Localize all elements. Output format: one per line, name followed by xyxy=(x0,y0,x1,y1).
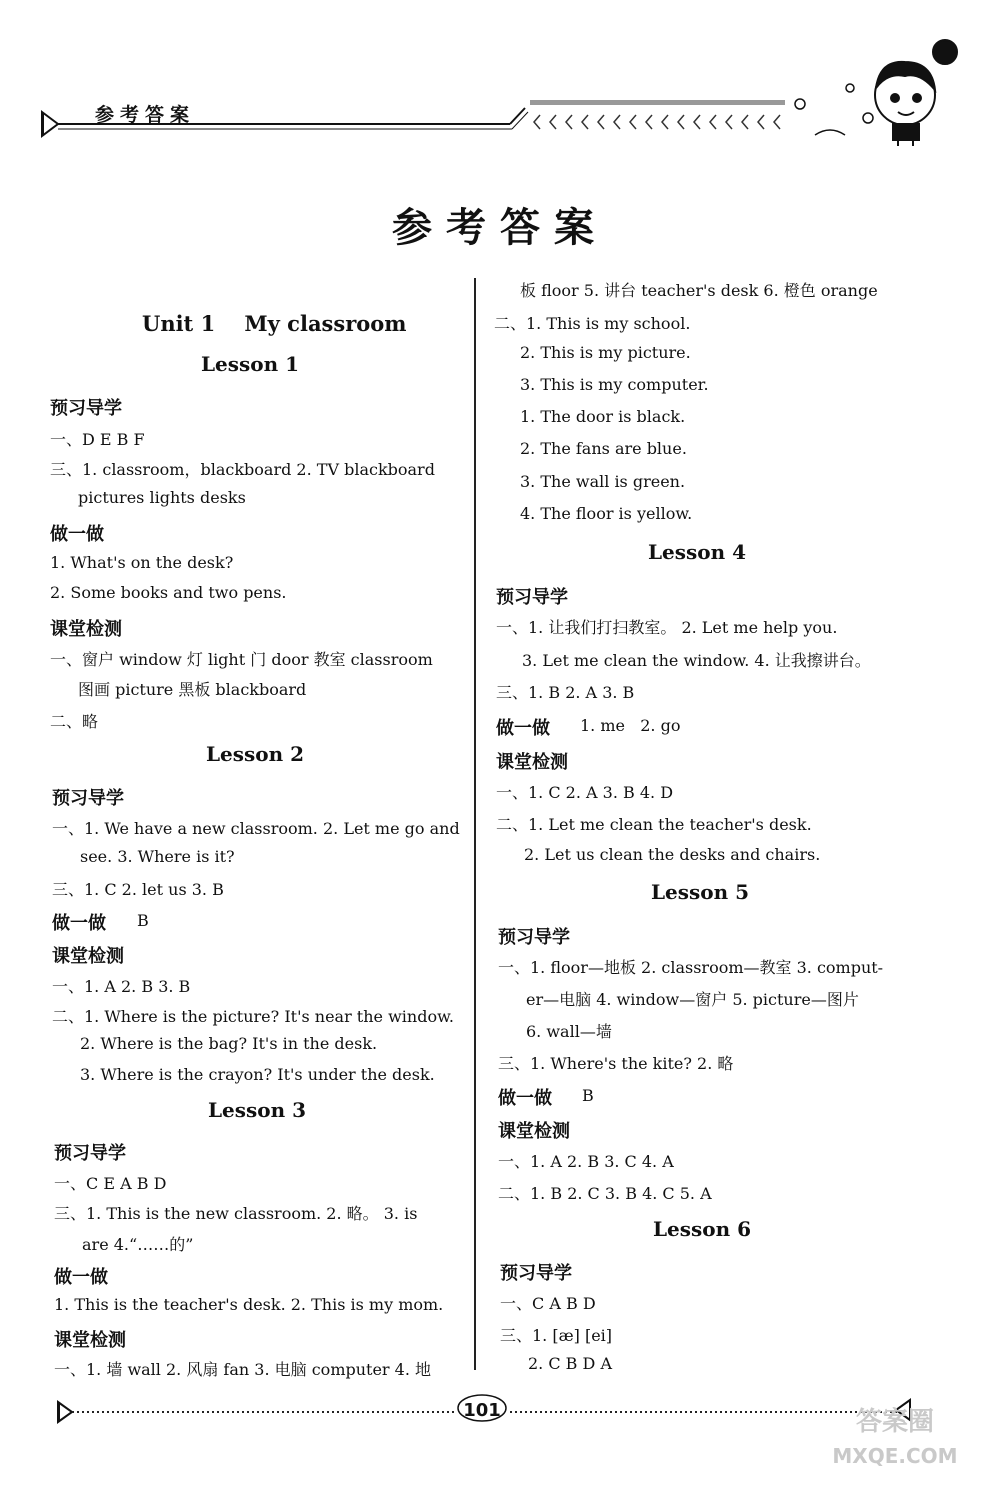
header-label: 参考答案 xyxy=(95,104,196,126)
l6-section-preview: 预习导学 xyxy=(500,1263,572,1284)
lesson-6-heading: Lesson 6 xyxy=(652,1217,752,1241)
l1-line-7: 图画 picture 黑板 blackboard xyxy=(78,680,307,699)
unit-title: Unit 1 My classroom xyxy=(142,311,407,336)
l3-section-preview: 预习导学 xyxy=(54,1143,126,1164)
page-title: 参考答案 xyxy=(392,205,608,251)
l3-line-5: 一、1. 墙 wall 2. 风扇 fan 3. 电脑 computer 4. 地 xyxy=(54,1360,432,1379)
l2-line-3: 三、1. C 2. let us 3. B xyxy=(52,880,224,899)
cont-line-2: 二、1. This is my school. xyxy=(494,314,691,333)
l5-line-5: 一、1. A 2. B 3. C 4. A xyxy=(498,1152,674,1171)
l1-line-5: 2. Some books and two pens. xyxy=(50,583,287,602)
l2-section-preview: 预习导学 xyxy=(52,788,124,809)
l4-section-preview: 预习导学 xyxy=(496,587,568,608)
l3-line-3: are 4.“……的” xyxy=(82,1235,194,1254)
l2-line-1: 一、1. We have a new classroom. 2. Let me go and xyxy=(52,819,460,838)
l1-line-2: 三、1. classroom，blackboard 2. TV blackboard xyxy=(50,460,435,479)
l1-section-test: 课堂检测 xyxy=(50,619,122,640)
footer-left-arrow-icon xyxy=(58,1402,72,1422)
flower-icon xyxy=(795,84,873,135)
l4-practice-answer: 1. me 2. go xyxy=(580,716,681,735)
l2-line-4: 一、1. A 2. B 3. B xyxy=(52,977,191,996)
cont-line-7: 3. The wall is green. xyxy=(520,472,686,491)
l5-line-4: 三、1. Where's the kite? 2. 略 xyxy=(498,1054,734,1073)
l5-line-6: 二、1. B 2. C 3. B 4. C 5. A xyxy=(498,1184,712,1203)
watermark xyxy=(800,1405,990,1473)
l1-section-preview: 预习导学 xyxy=(50,398,122,419)
page-number: 101 xyxy=(463,1400,501,1421)
l4-section-test: 课堂检测 xyxy=(496,752,568,773)
l1-line-6: 一、窗户 window 灯 light 门 door 教室 classroom xyxy=(50,650,433,669)
l3-line-1: 一、C E A B D xyxy=(54,1174,167,1193)
l3-line-4: 1. This is the teacher's desk. 2. This is my mom. xyxy=(54,1295,444,1314)
arrow-row-icon xyxy=(534,115,780,129)
lesson-4-heading: Lesson 4 xyxy=(647,540,747,564)
watermark-line-1: 答案圈 xyxy=(855,1407,934,1437)
l2-line-6: 2. Where is the bag? It's in the desk. xyxy=(80,1034,378,1053)
l2-line-5: 二、1. Where is the picture? It's near the window. xyxy=(52,1007,454,1026)
l2-section-test: 课堂检测 xyxy=(52,946,124,967)
l4-line-5: 二、1. Let me clean the teacher's desk. xyxy=(496,815,812,834)
cont-line-4: 3. This is my computer. xyxy=(520,375,709,394)
l2-practice-answer: B xyxy=(137,911,149,930)
header-left-arrow-icon xyxy=(42,112,58,136)
l1-line-4: 1. What's on the desk? xyxy=(50,553,234,572)
l5-practice-answer: B xyxy=(582,1086,594,1105)
lesson-5-heading: Lesson 5 xyxy=(650,880,750,904)
lesson-1-heading: Lesson 1 xyxy=(200,352,300,376)
l6-line-2: 三、1. [æ] [ei] xyxy=(500,1326,613,1345)
cont-line-5: 1. The door is black. xyxy=(520,407,686,426)
l5-section-practice: 做一做 xyxy=(498,1088,552,1109)
l1-line-8: 二、略 xyxy=(50,712,99,731)
lesson-3-heading: Lesson 3 xyxy=(207,1098,307,1122)
l4-line-1: 一、1. 让我们打扫教室。 2. Let me help you. xyxy=(496,618,838,637)
l5-line-3: 6. wall—墙 xyxy=(526,1022,612,1041)
l2-section-practice: 做一做 xyxy=(52,913,106,934)
l4-line-3: 三、1. B 2. A 3. B xyxy=(496,683,635,702)
l5-line-2: er—电脑 4. window—窗户 5. picture—图片 xyxy=(526,990,859,1009)
cont-line-6: 2. The fans are blue. xyxy=(520,439,687,458)
l5-section-preview: 预习导学 xyxy=(498,927,570,948)
l2-line-7: 3. Where is the crayon? It's under the desk. xyxy=(80,1065,435,1084)
l1-section-practice: 做一做 xyxy=(50,524,104,545)
l6-line-3: 2. C B D A xyxy=(528,1354,612,1373)
lesson-2-heading: Lesson 2 xyxy=(205,742,305,766)
l1-line-1: 一、D E B F xyxy=(50,430,145,449)
cont-line-3: 2. This is my picture. xyxy=(520,343,691,362)
l4-line-4: 一、1. C 2. A 3. B 4. D xyxy=(496,783,674,802)
l3-section-practice: 做一做 xyxy=(54,1267,108,1288)
l1-line-3: pictures lights desks xyxy=(78,488,246,507)
watermark-line-2: MXQE.COM xyxy=(832,1444,958,1468)
l4-section-practice: 做一做 xyxy=(496,718,550,739)
l4-line-2: 3. Let me clean the window. 4. 让我擦讲台。 xyxy=(522,651,871,670)
l5-section-test: 课堂检测 xyxy=(498,1121,570,1142)
cartoon-girl-icon xyxy=(875,40,957,146)
l3-section-test: 课堂检测 xyxy=(54,1330,126,1351)
cont-line-8: 4. The floor is yellow. xyxy=(520,504,693,523)
cont-line-1: 板 floor 5. 讲台 teacher's desk 6. 橙色 orange xyxy=(520,281,878,300)
l5-line-1: 一、1. floor—地板 2. classroom—教室 3. comput- xyxy=(498,958,884,977)
l3-line-2: 三、1. This is the new classroom. 2. 略。 3. is xyxy=(54,1204,418,1223)
l4-line-6: 2. Let us clean the desks and chairs. xyxy=(524,845,821,864)
l6-line-1: 一、C A B D xyxy=(500,1294,596,1313)
column-divider xyxy=(474,278,476,1370)
header-decoration xyxy=(0,0,1000,160)
l2-line-2: see. 3. Where is it? xyxy=(80,847,235,866)
